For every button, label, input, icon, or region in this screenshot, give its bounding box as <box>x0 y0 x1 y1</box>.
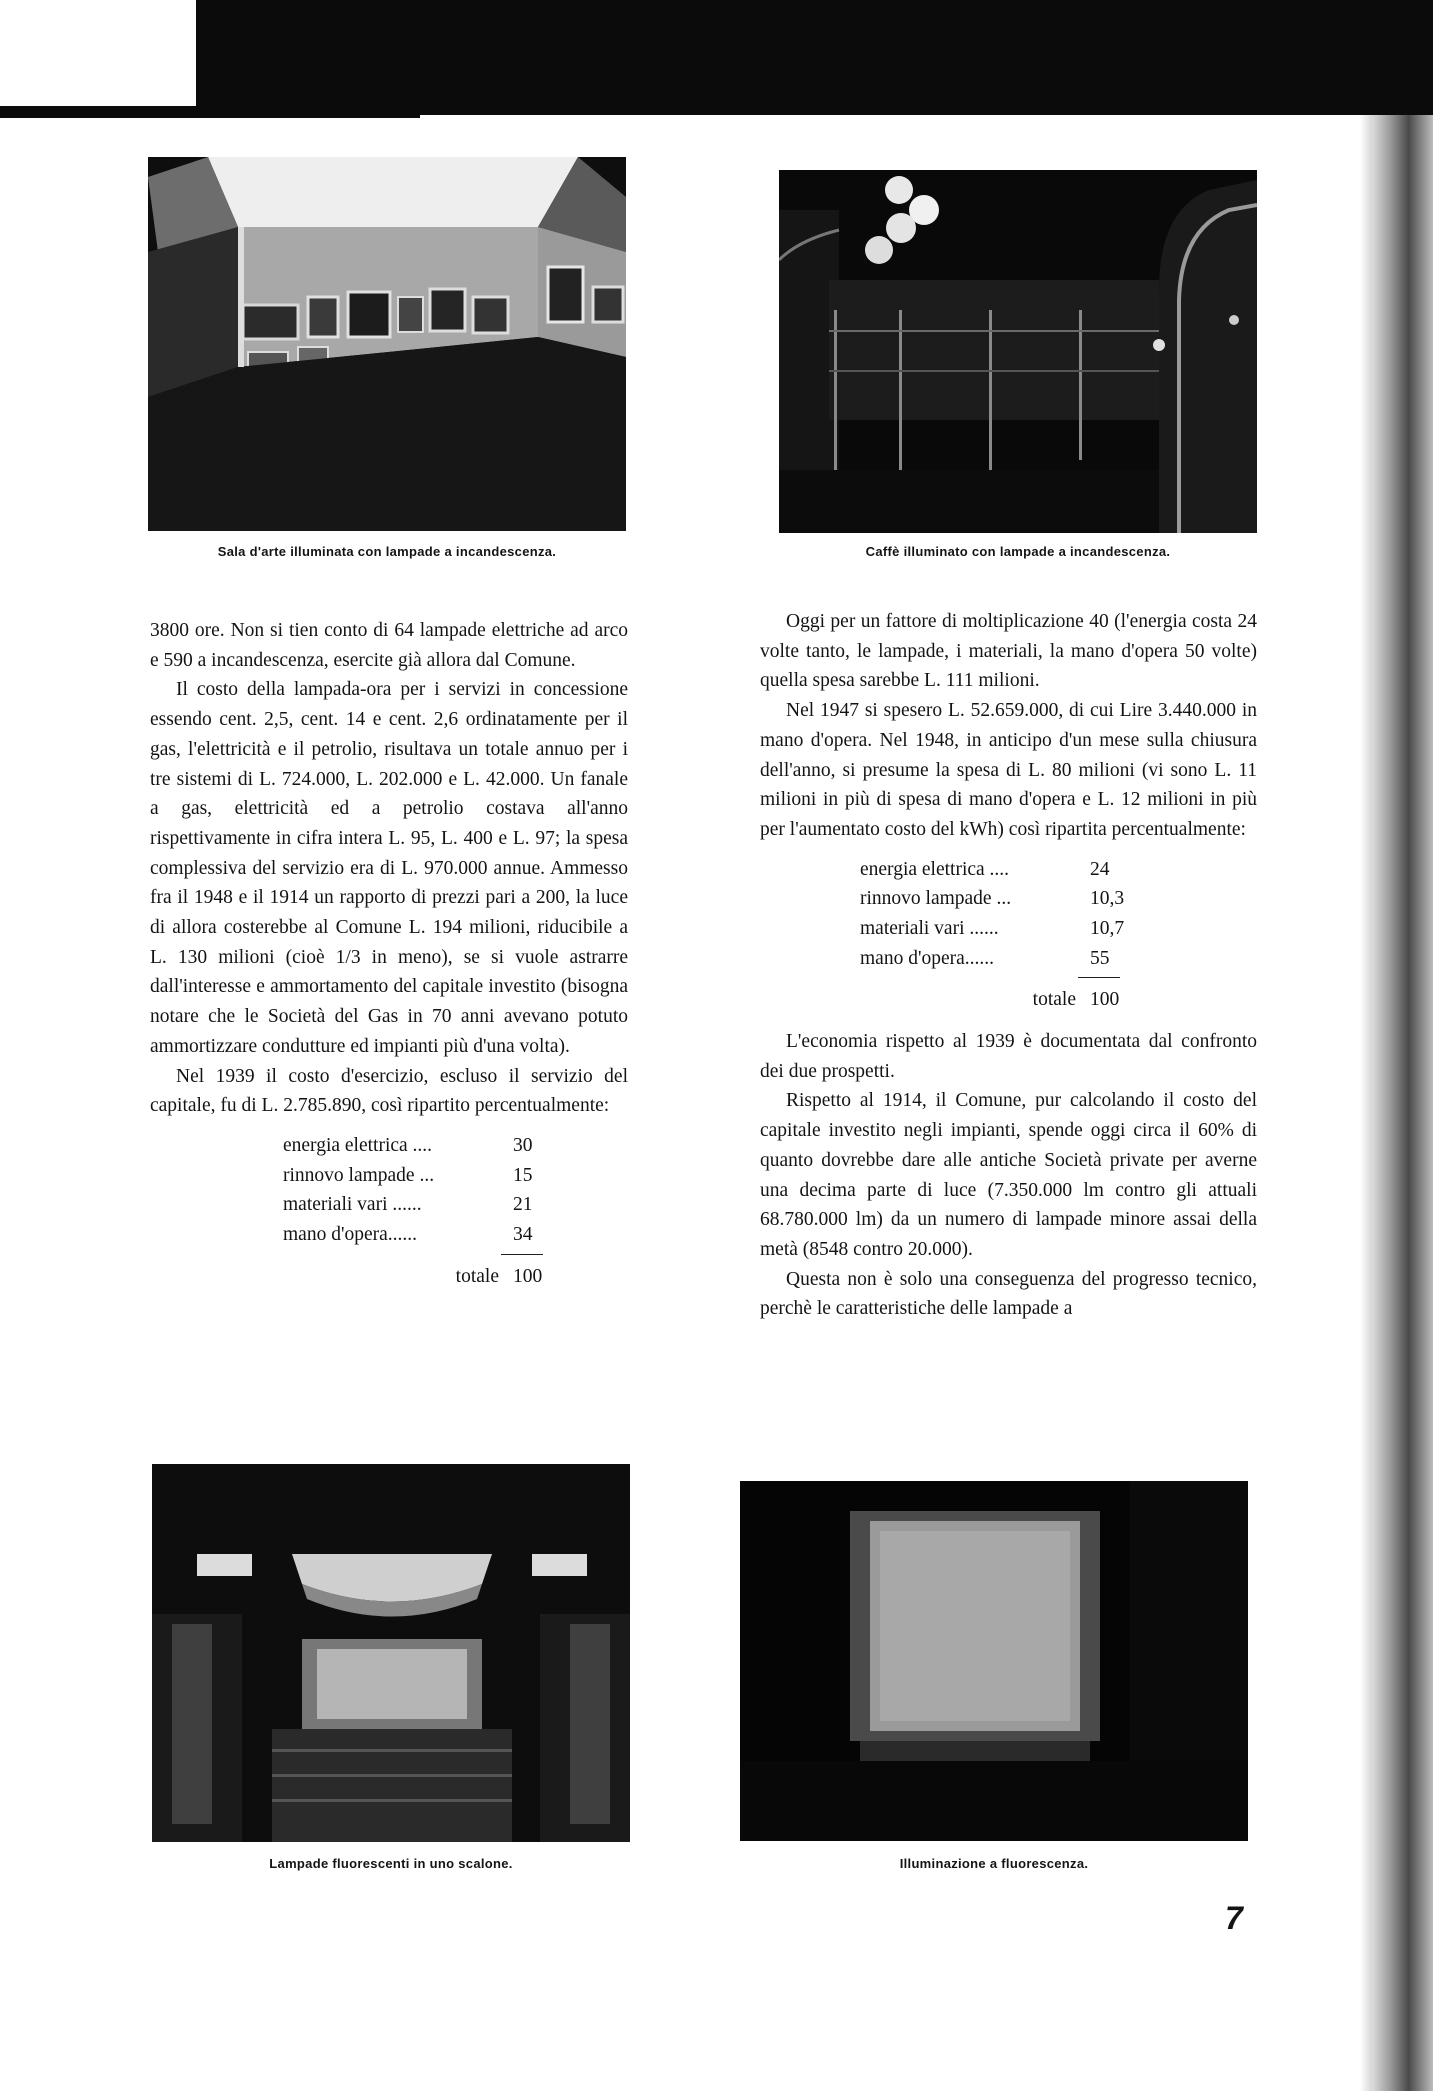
photo-fluorescent-staircase <box>152 1464 630 1842</box>
right-paragraph-3: L'economia rispetto al 1939 è documentata dal confronto dei due prospetti. <box>760 1031 1257 1082</box>
table-row <box>860 944 1257 974</box>
table-row <box>283 1131 628 1161</box>
caption-photo-4: Illuminazione a fluorescenza. <box>899 1856 1089 1871</box>
table-row <box>283 1161 628 1191</box>
total-rule <box>860 973 1257 985</box>
table-row-value: 10,7 <box>1090 918 1125 939</box>
table-total-row <box>860 985 1257 1015</box>
table-total-row <box>283 1262 628 1292</box>
table-row-label: energia elettrica .... <box>860 858 1010 880</box>
table-row-label: rinnovo lampade ... <box>283 1164 435 1186</box>
right-column <box>760 607 1257 1324</box>
table-row-value: 10,3 <box>1090 888 1125 910</box>
table-row-value: 21 <box>513 1194 533 1216</box>
table-total-value: 100 <box>513 1265 543 1287</box>
table-total-label: totale <box>455 1265 499 1287</box>
table-row-value: 15 <box>513 1164 533 1186</box>
table-row-label: materiali vari ...... <box>860 918 999 939</box>
table-row-label: mano d'opera...... <box>283 1224 418 1246</box>
top-dark-edge <box>0 106 420 118</box>
total-rule <box>283 1250 628 1262</box>
left-column <box>150 616 628 1303</box>
page-right-edge <box>1372 115 1433 2091</box>
cost-table-1939 <box>283 1131 628 1291</box>
top-dark-border <box>196 0 1433 115</box>
right-paragraph-1: Oggi per un fattore di moltiplicazione 40 (l'energia costa 24 volte tanto, le lampade, i materiali, la mano d'opera 50 volte) quella spesa sarebbe L. 111 milioni. <box>760 611 1257 692</box>
right-paragraph-2: Nel 1947 si spesero L. 52.659.000, di cui Lire 3.440.000 in mano d'opera. Nel 1948, in anticipo d'un mese sulla chiusura dell'anno, si presume la spesa di L. 80 milioni (vi sono L. 11 milioni in più di spesa di mano d'opera e L. 12 milioni in più per l'aumentato costo del kWh) così ripartita percentualmente: <box>760 700 1257 840</box>
left-paragraph-3: Nel 1939 il costo d'esercizio, escluso il servizio del capitale, fu di L. 2.785.890, così ripartito percentualmente: <box>150 1065 628 1117</box>
table-row <box>283 1190 628 1220</box>
table-row-value: 34 <box>513 1224 533 1246</box>
left-paragraph-2: Il costo della lampada-ora per i servizi in concessione essendo cent. 2,5, cent. 14 e cent. 2,6 ordinatamente per il gas, l'elettricità e il petrolio, risultava un totale annuo per i tre sistemi di L. 724.000, L. 202.000 e L. 42.000. Un fanale a gas, elettricità ed a petrolio costava all'anno rispettivamente in cifra intera L. 95, L. 400 e L. 97; la spesa complessiva del servizio era di L. 970.000 annue. Ammesso fra il 1948 e il 1914 un rapporto di prezzi pari a 200, la luce di allora costerebbe al Comune L. 194 milioni, riducibile a L. 130 milioni (cioè 1/3 in meno), se si vuole astrarre dall'interesse e ammortamento del capitale investito (bisogna notare che le Società del Gas in 70 anni avevano potuto ammortizzare condutture ed impianti più d'una volta). <box>150 679 628 1057</box>
table-row-value: 55 <box>1090 947 1110 969</box>
table-row <box>860 914 1257 944</box>
right-paragraph-5: Questa non è solo una conseguenza del progresso tecnico, perchè le caratteristiche delle lampade a <box>760 1268 1257 1320</box>
table-row-value: 30 <box>513 1134 533 1156</box>
photo-fluorescent-lighting <box>740 1481 1248 1841</box>
table-row <box>860 884 1257 914</box>
table-total-value: 100 <box>1090 989 1120 1011</box>
table-row-label: rinnovo lampade ... <box>860 888 1012 910</box>
table-row-value: 24 <box>1090 858 1110 880</box>
table-row-label: energia elettrica .... <box>283 1134 433 1156</box>
left-paragraph-1: 3800 ore. Non si tien conto di 64 lampade elettriche ad arco e 590 a incandescenza, esercite già allora dal Comune. <box>150 620 628 671</box>
right-paragraph-4: Rispetto al 1914, il Comune, pur calcolando il costo del capitale investito negli impianti, spende oggi circa il 60% di quanto dovrebbe dare alle antiche Società private per averne una decima parte di luce (7.350.000 lm contro gli attuali 68.780.000 lm) da un numero di lampade minore assai della metà (8548 contro 20.000). <box>760 1090 1257 1260</box>
table-row-label: materiali vari ...... <box>283 1194 422 1216</box>
page-number: 7 <box>1225 1900 1243 1936</box>
caption-photo-3: Lampade fluorescenti in uno scalone. <box>269 1856 513 1871</box>
table-total-label: totale <box>1032 989 1076 1011</box>
photo-art-gallery <box>148 157 626 531</box>
table-row-label: mano d'opera...... <box>860 947 995 969</box>
photo-cafe <box>779 170 1257 533</box>
caption-photo-2: Caffè illuminato con lampade a incandescenza. <box>865 544 1171 559</box>
caption-photo-1: Sala d'arte illuminata con lampade a incandescenza. <box>217 544 557 559</box>
cost-table-1948 <box>860 855 1257 1015</box>
table-row <box>860 855 1257 885</box>
table-row <box>283 1220 628 1250</box>
